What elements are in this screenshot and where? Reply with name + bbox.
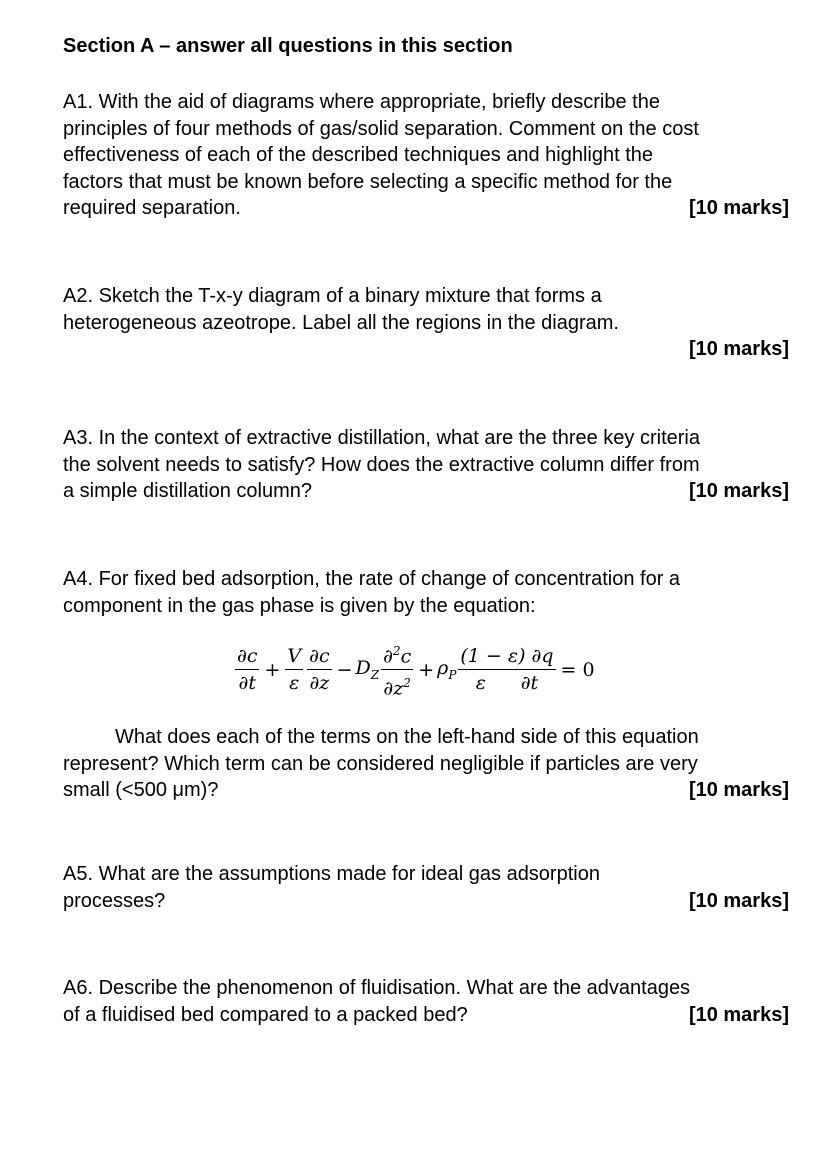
question-line: A2. Sketch the T-x-y diagram of a binary mixture that forms a <box>63 285 602 307</box>
question-line: A6. Describe the phenomenon of fluidisation. What are the advantages <box>63 977 691 999</box>
marks-label: [10 marks] <box>688 480 789 502</box>
adsorption-equation: $\frac{\partial c}{\partial t}$ + $\frac{V}{\varepsilon}$ $\frac{\partial c}{\partial z}$ − $D_Z$ $\frac{\partial^2c}{\partial z^2}$ + $\rho_P$ (1 − ε) ∂q ε ∂t = 0 <box>233 640 598 700</box>
question-a6 <box>63 975 789 1028</box>
dispersion-derivative-term: $\frac{\partial^2c}{\partial z^2}$ <box>381 640 413 700</box>
question-line: small (<500 μm)? <box>63 779 219 801</box>
question-a4-body <box>63 724 789 804</box>
question-line-with-marks <box>63 478 789 505</box>
question-line: A3. In the context of extractive distillation, what are the three key criteria <box>63 427 700 449</box>
question-line-with-marks <box>63 195 789 222</box>
velocity-voidage-fraction: $\frac{V}{\varepsilon}$ <box>287 645 302 695</box>
question-a1 <box>63 89 789 222</box>
question-line: required separation. <box>63 197 241 219</box>
question-line: factors that must be known before selecting a specific method for the <box>63 170 673 193</box>
adsorption-term: (1 − ε) ∂q ε ∂t <box>460 645 554 695</box>
question-line: effectiveness of each of the described techniques and highlight the <box>63 144 654 166</box>
question-line: What does each of the terms on the left-hand side of this equation <box>115 726 699 748</box>
question-line: processes? <box>63 889 166 912</box>
question-line: heterogeneous azeotrope. Label all the regions in the diagram. <box>63 311 619 334</box>
question-a2 <box>63 283 789 363</box>
question-a5 <box>63 861 789 914</box>
question-line: A4. For fixed bed adsorption, the rate of change of concentration for a <box>63 568 681 590</box>
marks-label: [10 marks] <box>688 197 789 219</box>
question-line: component in the gas phase is given by the equation: <box>63 594 536 617</box>
question-line: A1. With the aid of diagrams where appropriate, briefly describe the <box>63 91 660 113</box>
question-line: a simple distillation column? <box>63 480 313 502</box>
question-line: of a fluidised bed compared to a packed bed? <box>63 1003 468 1026</box>
section-heading: Section A – answer all questions in this section <box>63 35 513 57</box>
question-line: the solvent needs to satisfy? How does the extractive column differ from <box>63 453 700 476</box>
marks-label: [10 marks] <box>688 1003 789 1026</box>
question-line-with-marks <box>63 1002 789 1029</box>
question-line: A5. What are the assumptions made for ideal gas adsorption <box>63 863 600 885</box>
question-a4-intro <box>63 566 789 619</box>
question-line-with-marks <box>63 888 789 915</box>
convection-derivative-term: $\frac{\partial c}{\partial z}$ <box>309 645 330 695</box>
time-derivative-term: $\frac{\partial c}{\partial t}$ <box>237 645 258 695</box>
question-line-with-marks <box>63 777 789 804</box>
question-line: principles of four methods of gas/solid separation. Comment on the cost <box>63 117 699 140</box>
dispersion-coefficient: $D_Z$ <box>355 657 380 683</box>
marks-label: [10 marks] <box>688 338 789 360</box>
question-line: represent? Which term can be considered negligible if particles are very <box>63 752 698 775</box>
marks-label: [10 marks] <box>688 889 789 912</box>
question-a3 <box>63 425 789 505</box>
marks-label: [10 marks] <box>688 779 789 801</box>
particle-density: $\rho_P$ <box>437 657 457 683</box>
